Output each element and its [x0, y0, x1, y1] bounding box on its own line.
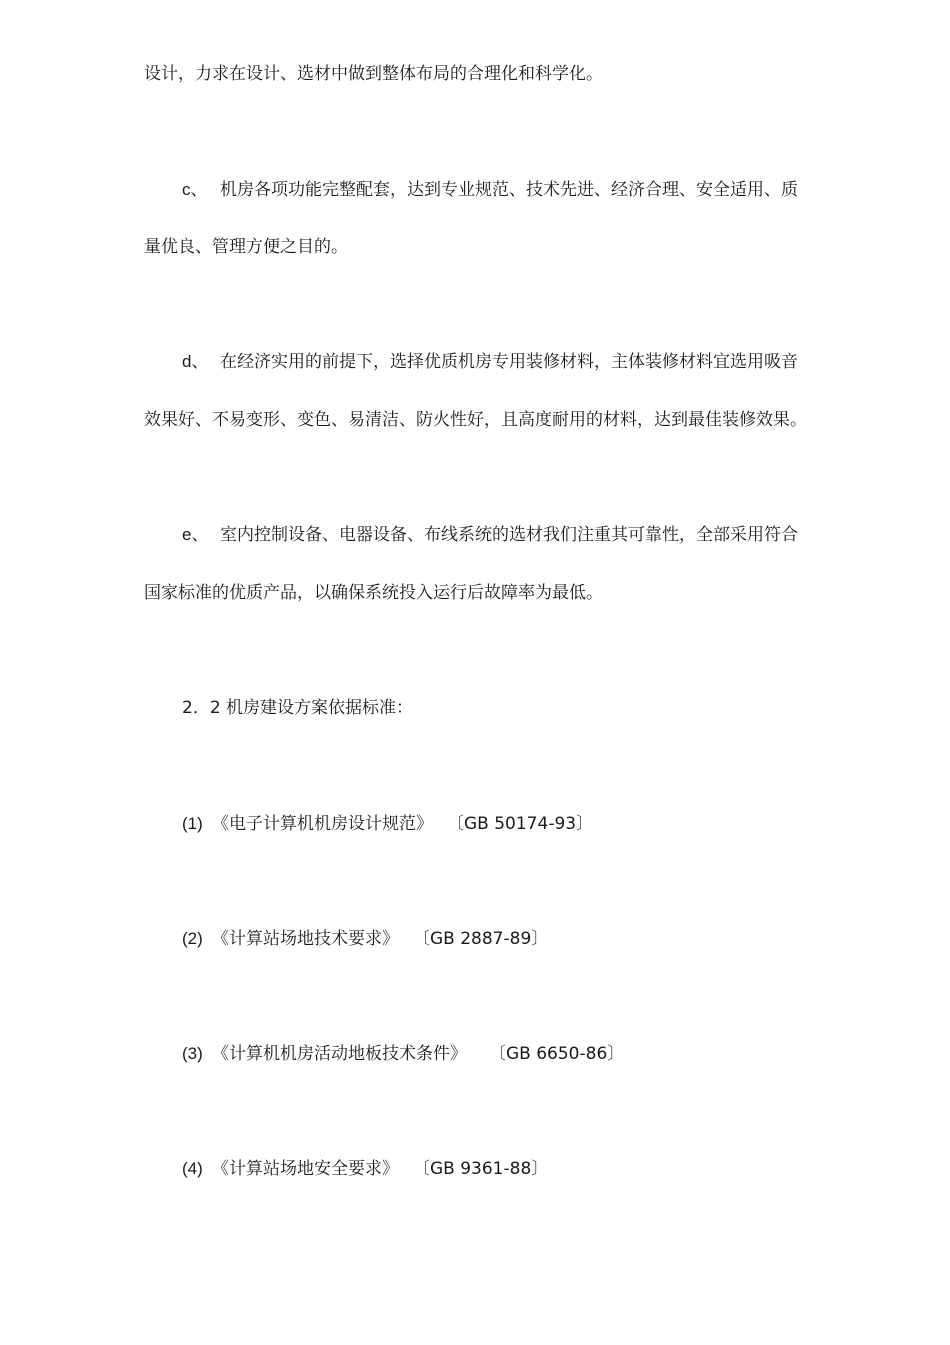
standard-code: 〔GB 9361-88〕: [413, 1159, 549, 1179]
standard-item-2: [182, 929, 548, 949]
section-heading: 2．2 机房建设方案依据标准：: [182, 698, 414, 718]
paragraph-e-text-1: 室内控制设备、电器设备、布线系统的选材我们注重其可靠性，全部采用符合: [220, 525, 798, 545]
paragraph-e-line-1: [182, 525, 798, 545]
standard-item-4: [182, 1159, 548, 1179]
standard-code: 〔GB 50174-93〕: [447, 814, 594, 834]
standard-title: 《计算机机房活动地板技术条件》: [212, 1044, 467, 1064]
standard-number: (2): [182, 929, 203, 948]
standard-title: 《计算站场地技术要求》: [212, 929, 399, 949]
paragraph-d-line-1: [182, 352, 798, 372]
paragraph-c-line-1: [182, 180, 798, 200]
paragraph-d-text-1: 在经济实用的前提下，选择优质机房专用装修材料，主体装修材料宜选用吸音: [220, 352, 798, 372]
standard-item-1: [182, 814, 593, 834]
standard-item-3: [182, 1044, 624, 1064]
standard-number: (1): [182, 814, 203, 833]
standard-number: (4): [182, 1159, 203, 1178]
paragraph-c-text-1: 机房各项功能完整配套，达到专业规范、技术先进、经济合理、安全适用、质: [220, 180, 798, 200]
standard-title: 《电子计算机机房设计规范》: [212, 814, 433, 834]
standard-title: 《计算站场地安全要求》: [212, 1159, 399, 1179]
paragraph-e-line-2: 国家标准的优质产品，以确保系统投入运行后故障率为最低。: [144, 583, 603, 603]
paragraph-c-label: c、: [182, 180, 208, 199]
standard-number: (3): [182, 1044, 203, 1063]
standard-code: 〔GB 6650-86〕: [489, 1044, 625, 1064]
paragraph-e-label: e、: [182, 525, 209, 544]
paragraph-d-line-2: 效果好、不易变形、变色、易清洁、防火性好，且高度耐用的材料，达到最佳装修效果。: [144, 410, 807, 430]
paragraph-b-continuation: 设计，力求在设计、选材中做到整体布局的合理化和科学化。: [144, 64, 603, 84]
paragraph-d-label: d、: [182, 352, 209, 371]
standard-code: 〔GB 2887-89〕: [413, 929, 549, 949]
paragraph-c-line-2: 量优良、管理方便之目的。: [144, 237, 348, 257]
